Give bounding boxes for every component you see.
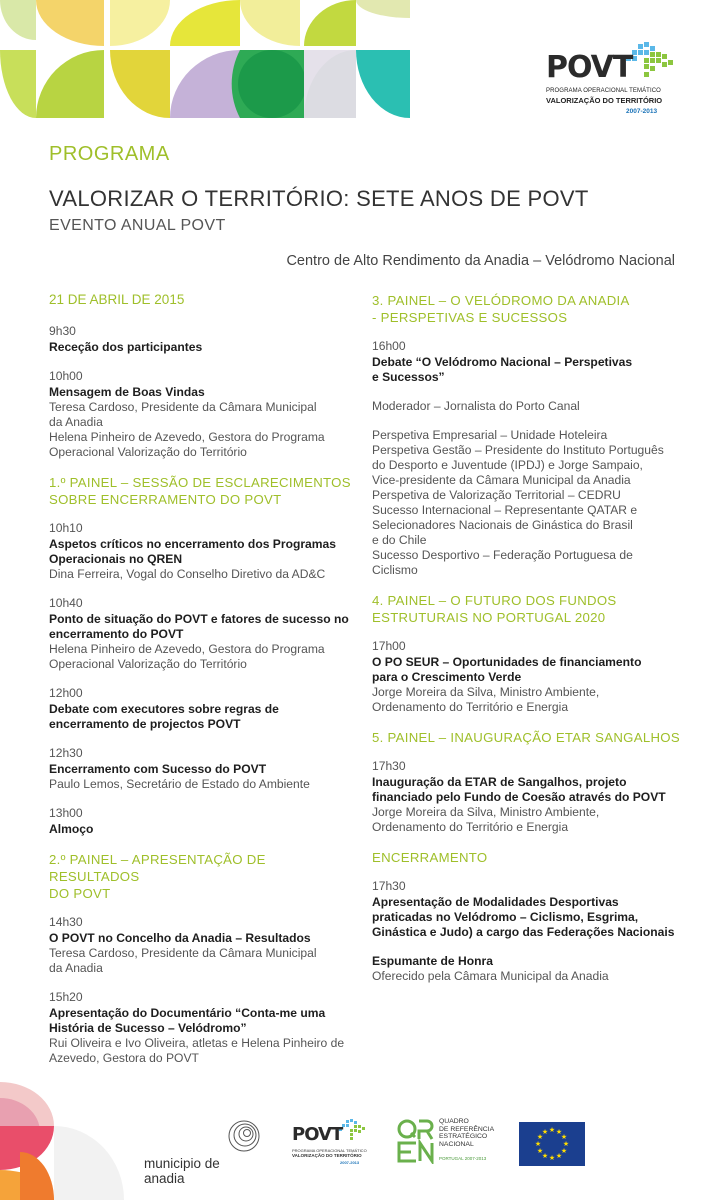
venue: Centro de Alto Rendimento da Anadia – Velódromo Nacional	[286, 253, 675, 269]
panel-5-heading: 5. PAINEL – INAUGURAÇÃO ETAR SANGALHOS	[372, 730, 680, 745]
agenda-moderator: Moderador – Jornalista do Porto Canal	[372, 399, 580, 413]
eu-flag	[519, 1122, 585, 1166]
header-pattern	[0, 0, 410, 118]
page-subtitle: EVENTO ANUAL POVT	[49, 217, 226, 234]
agenda-item: 17h30 Inauguração da ETAR de Sangalhos, projeto financiado pelo Fundo de Coesão através do POVT Jorge Moreira da Silva, Ministro Ambiente, Ordenamento do Território e Energia	[372, 759, 666, 834]
program-left-column	[49, 292, 354, 1080]
panel-3-heading: 3. PAINEL – O VELÓDROMO DA ANADIA - PERSPETIVAS E SUCESSOS	[372, 293, 630, 325]
agenda-item: 17h00 O PO SEUR – Oportunidades de financiamento para o Crescimento Verde Jorge Moreira da Silva, Ministro Ambiente, Ordenamento do Território e Energia	[372, 639, 642, 714]
povt-subtitle-1: PROGRAMA OPERACIONAL TEMÁTICO	[546, 88, 661, 94]
svg-text:★: ★	[541, 1152, 549, 1160]
agenda-item: 12h00 Debate com executores sobre regras de encerramento de projectos POVT	[49, 686, 279, 731]
povt-arrow-icon	[624, 40, 680, 84]
anadia-swirl-icon	[224, 1118, 264, 1156]
svg-text:★: ★	[560, 1133, 568, 1141]
qren-mark-icon	[396, 1118, 436, 1164]
eu-stars-icon	[519, 1122, 585, 1166]
agenda-item: 13h00 Almoço	[49, 806, 94, 836]
qren-logo	[396, 1118, 504, 1170]
panel-1-heading: 1.º PAINEL – SESSÃO DE ESCLARECIMENTOS SOBRE ENCERRAMENTO DO POVT	[49, 475, 351, 507]
povt-small-subtitle-2: VALORIZAÇÃO DO TERRITÓRIO	[292, 1153, 362, 1158]
agenda-item: Espumante de Honra Oferecido pela Câmara Municipal da Anadia	[372, 954, 609, 983]
footer-pattern	[0, 1082, 130, 1200]
povt-small-subtitle-1: PROGRAMA OPERACIONAL TEMÁTICO	[292, 1148, 367, 1153]
svg-text:★: ★	[541, 1128, 549, 1136]
povt-small-arrow-icon	[338, 1118, 372, 1146]
agenda-participants: Perspetiva Empresarial – Unidade Hoteleira Perspetiva Gestão – Presidente do Instituto Português do Desporto e Juventude (IPDJ) e Jorge Sampaio, Vice-presidente da Câmara Municipal da Anadia Perspetiva de Valorização Territorial – CEDRU Sucesso Internacional – Representante QATAR e Selecionadores Nacionais de Ginástica do Brasil e do Chile Sucesso Desportivo – Federação Portuguesa de Ciclismo	[372, 428, 664, 577]
povt-small-years: 2007-2013	[340, 1160, 360, 1165]
svg-text:★: ★	[548, 1126, 556, 1134]
povt-footer-logo	[292, 1118, 372, 1172]
agenda-item: 17h30 Apresentação de Modalidades Desportivas praticadas no Velódromo – Ciclismo, Esgrima, Ginástica e Judo) a cargo das Federações Nacionais	[372, 879, 675, 939]
svg-text:★: ★	[555, 1128, 563, 1136]
qren-tagline: PORTUGAL 2007-2013	[439, 1156, 487, 1161]
event-date: 21 DE ABRIL DE 2015	[49, 292, 185, 307]
agenda-item: 10h40 Ponto de situação do POVT e fatores de sucesso no encerramento do POVT Helena Pinheiro de Azevedo, Gestora do Programa Operacional Valorização do Território	[49, 596, 349, 671]
svg-text:★: ★	[536, 1133, 544, 1141]
closing-heading: ENCERRAMENTO	[372, 850, 488, 865]
section-label: PROGRAMA	[49, 143, 170, 165]
povt-small-wordmark: POVT	[292, 1124, 343, 1145]
agenda-item: 9h30 Receção dos participantes	[49, 324, 203, 354]
agenda-item: 10h10 Aspetos críticos no encerramento dos Programas Operacionais no QREN Dina Ferreira, Vogal do Conselho Diretivo da AD&C	[49, 521, 336, 581]
svg-text:★: ★	[562, 1140, 570, 1148]
agenda-item: 12h30 Encerramento com Sucesso do POVT Paulo Lemos, Secretário de Estado do Ambiente	[49, 746, 310, 791]
povt-logo	[546, 40, 681, 122]
svg-text:★: ★	[534, 1140, 542, 1148]
qren-wordmark: QUADRO DE REFERÊNCIA ESTRATÉGICO NACIONAL	[439, 1118, 495, 1148]
povt-wordmark: POVT	[546, 50, 633, 85]
agenda-item: 16h00 Debate “O Velódromo Nacional – Perspetivas e Sucessos”	[372, 339, 633, 384]
panel-2-heading: 2.º PAINEL – APRESENTAÇÃO DE RESULTADOS DO POVT	[49, 852, 266, 901]
agenda-item: 15h20 Apresentação do Documentário “Conta-me uma História de Sucesso – Velódromo” Rui Oliveira e Ivo Oliveira, atletas e Helena Pinheiro de Azevedo, Gestora do POVT	[49, 990, 345, 1065]
svg-text:★: ★	[536, 1147, 544, 1155]
panel-4-heading: 4. PAINEL – O FUTURO DOS FUNDOS ESTRUTURAIS NO PORTUGAL 2020	[372, 593, 617, 625]
svg-text:★: ★	[560, 1147, 568, 1155]
anadia-wordmark: municipio de anadia	[144, 1156, 220, 1186]
agenda-item: 14h30 O POVT no Concelho da Anadia – Resultados Teresa Cardoso, Presidente da Câmara Municipal da Anadia	[49, 915, 317, 975]
povt-subtitle-2: VALORIZAÇÃO DO TERRITÓRIO	[546, 96, 663, 105]
svg-text:★: ★	[555, 1152, 563, 1160]
povt-years: 2007-2013	[626, 108, 658, 115]
page-title: VALORIZAR O TERRITÓRIO: SETE ANOS DE POVT	[49, 186, 589, 211]
agenda-item: 10h00 Mensagem de Boas Vindas Teresa Cardoso, Presidente da Câmara Municipal da Anadia Helena Pinheiro de Azevedo, Gestora do Programa Operacional Valorização do Território	[49, 369, 325, 459]
anadia-logo	[144, 1118, 264, 1186]
program-right-column	[372, 292, 682, 998]
svg-text:★: ★	[548, 1154, 556, 1162]
